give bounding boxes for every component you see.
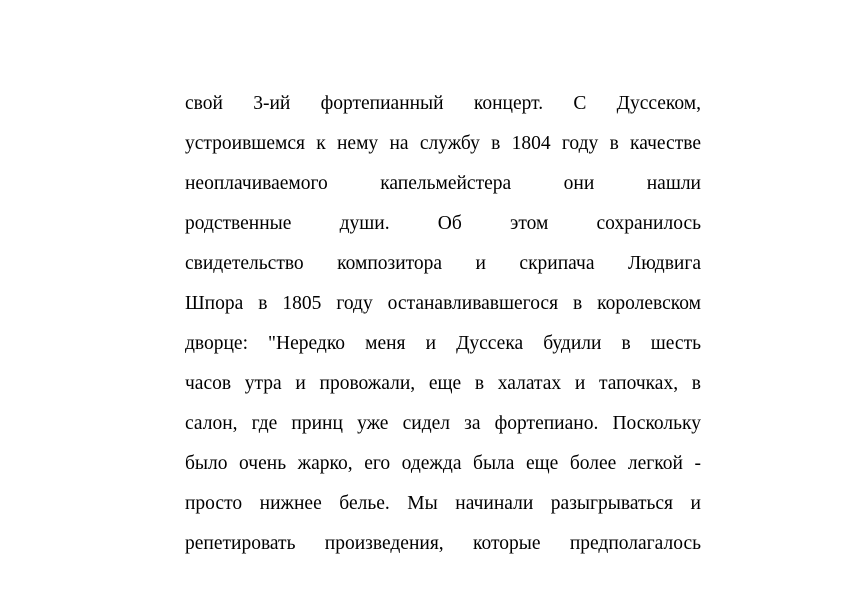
text-line: было очень жарко, его одежда была еще более легкой -: [185, 453, 701, 474]
text-line: дворце: "Нередко меня и Дуссека будили в шесть: [185, 333, 701, 354]
text-line: неоплачиваемого капельмейстера они нашли: [185, 173, 701, 194]
text-line: Шпора в 1805 году останавливавшегося в королевском: [185, 293, 701, 314]
text-line: просто нижнее белье. Мы начинали разыгрываться и: [185, 493, 701, 514]
body-text: [185, 84, 701, 564]
text-line: салон, где принц уже сидел за фортепиано. Поскольку: [185, 413, 701, 434]
text-line: часов утра и провожали, еще в халатах и тапочках, в: [185, 373, 701, 394]
text-line: свидетельство композитора и скрипача Людвига: [185, 253, 701, 274]
text-line: родственные души. Об этом сохранилось: [185, 213, 701, 234]
text-line: свой 3-ий фортепианный концерт. С Дуссеком,: [185, 93, 701, 114]
text-line: репетировать произведения, которые предполагалось: [185, 533, 701, 554]
text-line: устроившемся к нему на службу в 1804 году в качестве: [185, 133, 701, 154]
